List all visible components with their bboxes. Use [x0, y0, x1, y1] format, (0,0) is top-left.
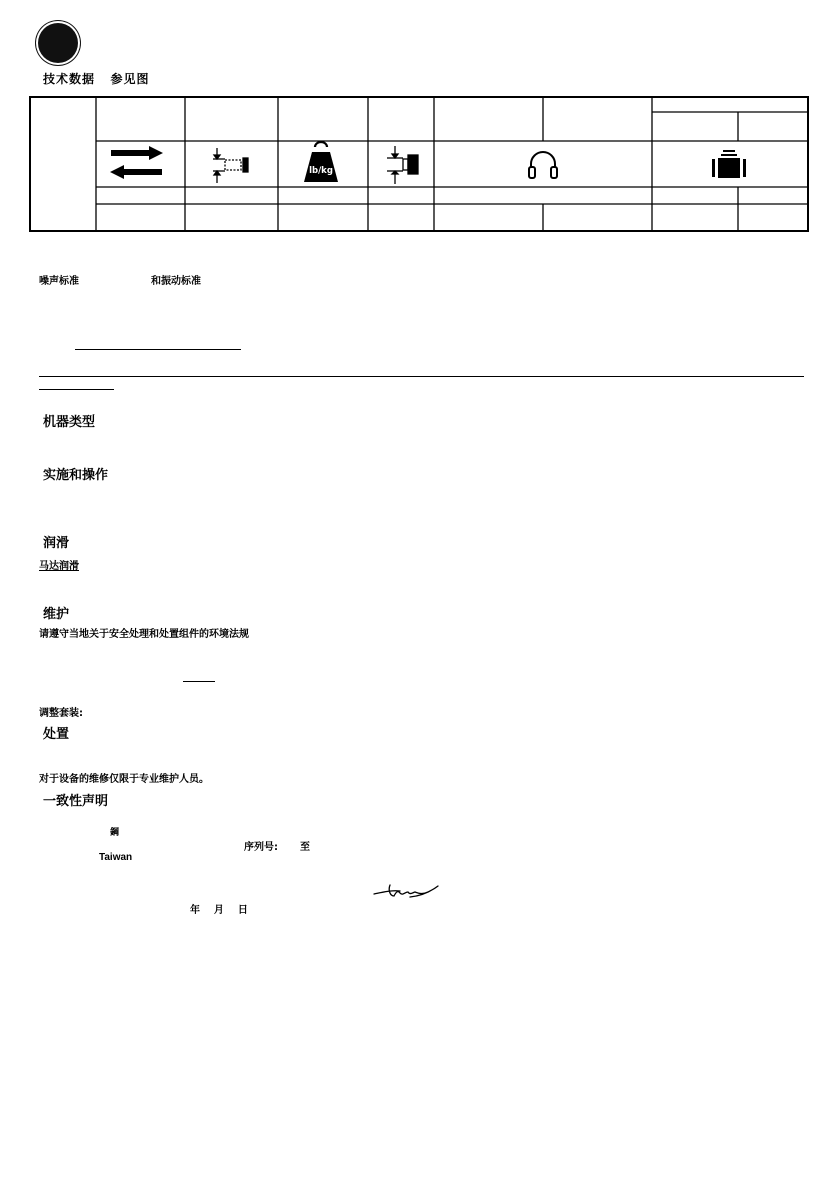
serial-number-label: 序列号: — [244, 842, 278, 853]
divider-tail — [39, 389, 114, 390]
stroke-length-icon — [213, 148, 248, 183]
repair-note: 对于设备的维修仅限于专业维护人员。 — [39, 774, 209, 785]
heading-installation: 实施和操作 — [43, 468, 109, 483]
heading-conformity: 一致性声明 — [43, 794, 109, 809]
signature-image — [370, 880, 442, 902]
environment-note: 请遵守当地关于安全处理和处置组件的环境法规 — [39, 629, 249, 640]
heading-machine-type: 机器类型 — [43, 415, 96, 430]
page-title: 技术数据 参见图 — [43, 72, 150, 86]
weight-icon — [304, 142, 338, 182]
table-border — [30, 97, 808, 231]
headphones-icon — [529, 152, 557, 178]
tech-data-table — [29, 96, 809, 232]
heading-disposal: 处置 — [43, 727, 70, 742]
serial-to-label: 至 — [300, 842, 310, 853]
vibration-icon — [712, 150, 746, 178]
tech-data-grid — [29, 96, 809, 232]
heading-maintenance: 维护 — [43, 607, 70, 622]
spindle-size-icon — [387, 146, 418, 184]
divider-short — [75, 349, 241, 350]
heading-lubrication: 润滑 — [43, 536, 70, 551]
divider-long — [39, 376, 804, 377]
motor-lubrication-label: 马达润滑 — [39, 561, 79, 572]
declaration-char: 鋼 — [110, 828, 120, 838]
section-number-badge — [38, 23, 78, 63]
direction-arrows-icon — [110, 146, 163, 179]
adjustment-kit-label: 调整套装: — [39, 708, 83, 719]
weight-unit-label: lb/kg — [309, 166, 333, 176]
date-label: 年 月 日 — [190, 905, 248, 916]
country-label: Taiwan — [99, 852, 133, 863]
vibration-standard-label: 和振动标准 — [151, 276, 201, 287]
blank-underline — [183, 681, 215, 682]
noise-standard-label: 噪声标准 — [39, 276, 79, 287]
